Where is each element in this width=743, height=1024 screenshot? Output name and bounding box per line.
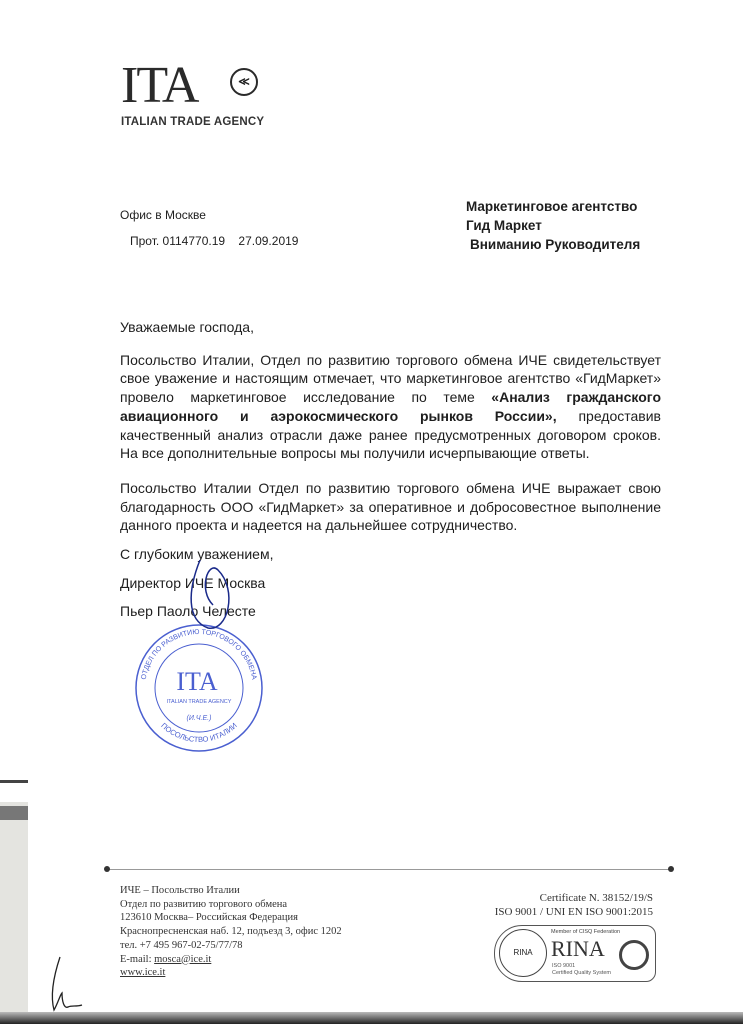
signer-name: Пьер Паоло Челесте (120, 603, 256, 620)
scan-edge (0, 806, 28, 820)
stamp-logo: ITA (176, 667, 218, 696)
ita-arrows-icon: ≪ (230, 68, 258, 96)
stamp-subtitle: ITALIAN TRADE AGENCY (166, 699, 232, 705)
signer-title: Директор ИЧЕ Москва (120, 574, 266, 591)
signature (178, 550, 268, 640)
rina-system: Certified Quality System (552, 969, 611, 976)
greeting: Уважаемые господа, (120, 319, 254, 335)
bullet-dot (668, 866, 674, 872)
footer-line: Отдел по развитию торгового обмена (120, 898, 288, 910)
email-link[interactable]: mosca@ice.it (154, 953, 212, 965)
paragraph-2: Посольство Италии Отдел по развитию торгового обмена ИЧЕ выражает свою благодарность ООО «ГидМаркет» за оперативное и добросовестное выполнение данного проекта и надеется на дальнейшее сотрудничество. (120, 479, 661, 534)
handwritten-initials (40, 955, 90, 1015)
scan-edge (0, 1012, 743, 1024)
iqnet-badge-icon (619, 940, 649, 970)
footer-line: ИЧЕ – Посольство Италии (120, 885, 240, 896)
letter-date: 27.09.2019 (238, 234, 299, 248)
protocol-number: Прот. 0114770.19 (130, 234, 226, 248)
svg-text:ПОСОЛЬСТВО ИТАЛИИ (159, 721, 238, 744)
scan-edge (0, 780, 28, 783)
rina-name: RINA (551, 936, 605, 961)
logo-text: ITA (121, 57, 198, 114)
study-title: «Анализ гражданского авиационного и аэрокосмического рынков России», (120, 389, 661, 424)
paragraph-1 (120, 351, 661, 463)
footer-divider (108, 869, 673, 870)
logo-subtitle: ITALIAN TRADE AGENCY (121, 116, 265, 128)
rina-seal-icon: RINA (499, 929, 547, 977)
addressee-line: Гид Маркет (466, 218, 542, 233)
scan-edge (0, 802, 28, 1014)
footer-line: 123610 Москва– Российская Федерация (120, 912, 298, 924)
protocol-line (130, 234, 298, 248)
rina-iso-label: ISO 9001 (552, 963, 576, 969)
email-label: E-mail: (120, 953, 155, 965)
ita-logo (121, 57, 271, 128)
text: предоставив качественный анализ отрасли даже ранее предусмотренных договором сроков. На все дополнительные вопросы мы получили исчерпывающие ответы. (120, 407, 661, 462)
rina-iso (552, 963, 611, 976)
office: Офис в Москве (120, 208, 206, 222)
bullet-dot (104, 866, 110, 872)
stamp-ring-top: ОТДЕЛ ПО РАЗВИТИЮ ТОРГОВОГО ОБМЕНА (140, 628, 258, 681)
text: Посольство Италии, Отдел по развитию торгового обмена ИЧЕ свидетельствует свое уважение и настоящим отмечает, что маркетинговое агентство «ГидМаркет» провело маркетинговое исследование по теме (120, 351, 661, 406)
addressee-line: Вниманию Руководителя (470, 237, 641, 252)
addressee (466, 197, 640, 254)
footer-contacts (120, 884, 342, 980)
website-link[interactable]: www.ice.it (120, 967, 166, 979)
footer-email-line (120, 953, 342, 967)
stamp-ring-bottom: ПОСОЛЬСТВО ИТАЛИИ (159, 720, 239, 745)
iso-standard: ISO 9001 / UNI EN ISO 9001:2015 (494, 906, 653, 918)
closing: С глубоким уважением, (120, 546, 274, 563)
addressee-line: Маркетинговое агентство (466, 199, 638, 214)
rina-member: Member of CISQ Federation (551, 929, 621, 935)
footer-phone: тел. +7 495 967-02-75/77/78 (120, 939, 243, 951)
certificate-number: Certificate N. 38152/19/S (539, 892, 653, 904)
official-stamp (133, 622, 265, 754)
certification (495, 891, 653, 919)
rina-logo (494, 925, 656, 982)
footer-line: Краснопресненская наб. 12, подъезд 3, офис 1202 (120, 926, 342, 938)
stamp-abbr: (И.Ч.Е.) (186, 715, 212, 722)
